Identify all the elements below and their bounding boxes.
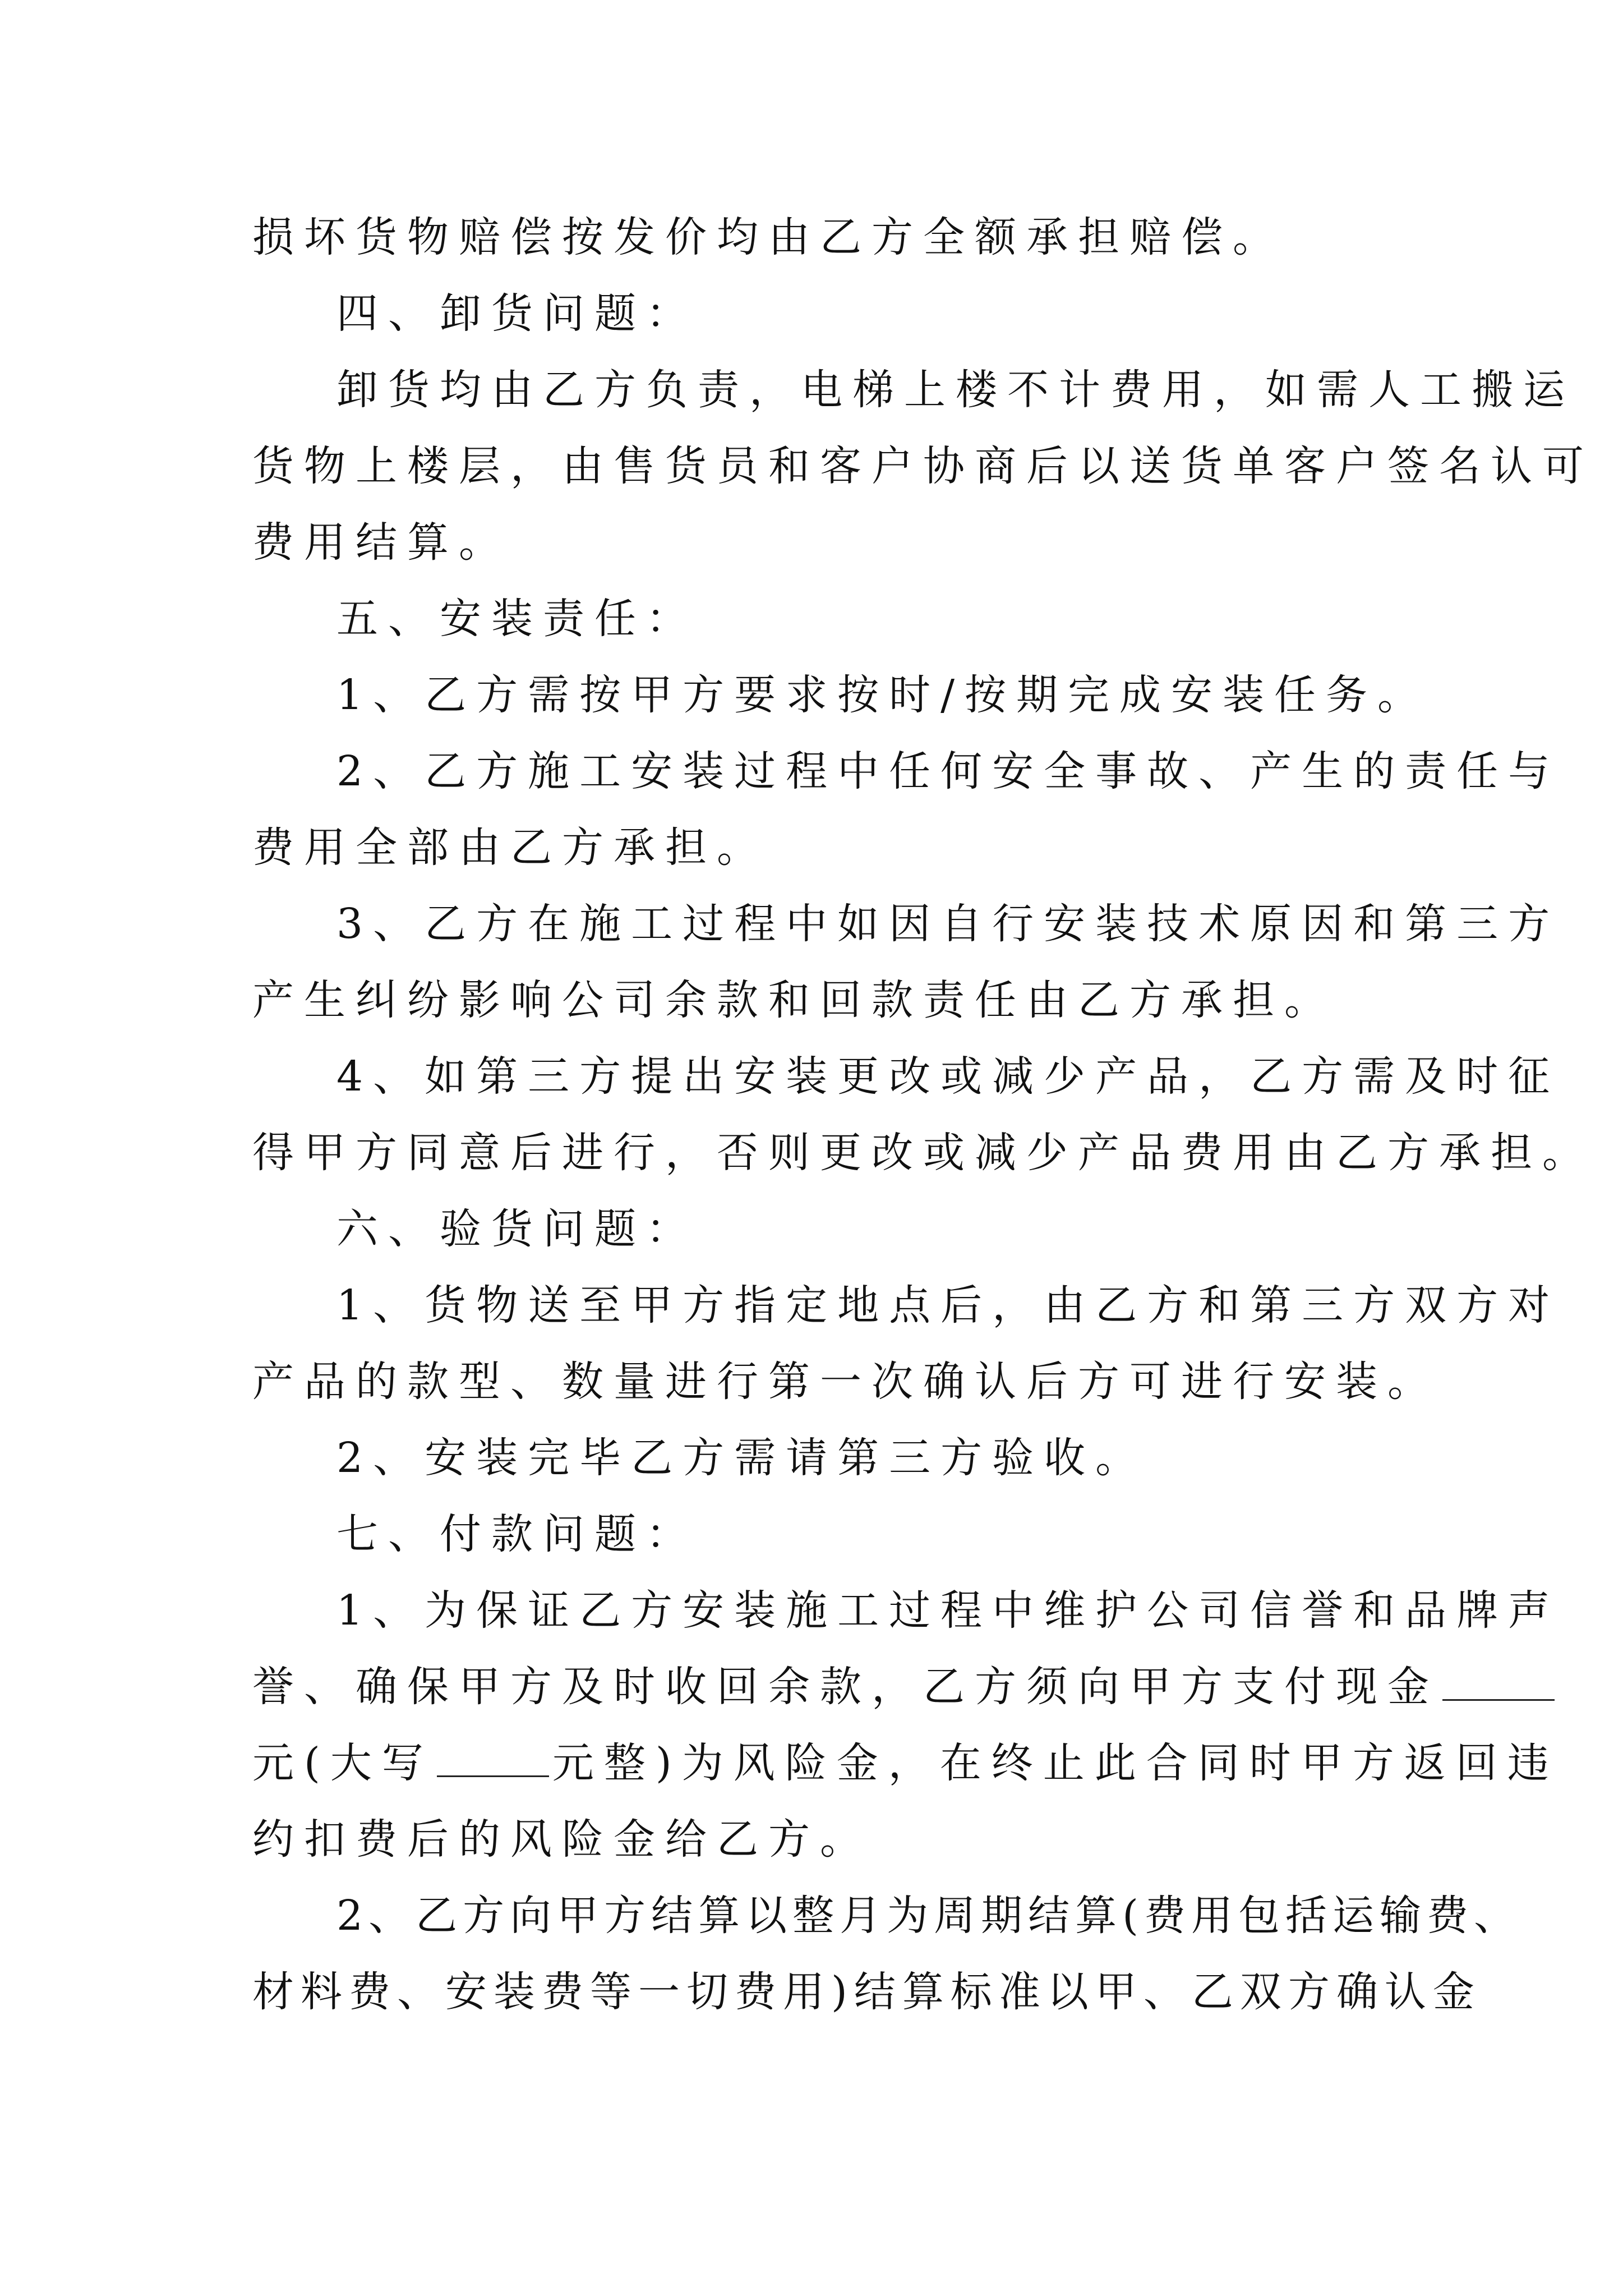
text-line: 费用全部由乙方承担。	[252, 823, 768, 872]
section-heading-inspection: 六、验货问题：	[336, 1205, 698, 1253]
text-line: 约扣费后的风险金给乙方。	[252, 1815, 872, 1864]
text-line: 损坏货物赔偿按发价均由乙方全额承担赔偿。	[252, 213, 1284, 261]
text-segment: 元整)为风险金，在终止此合同时甲方返回违	[552, 1739, 1559, 1787]
text-line-with-blank	[252, 1662, 1558, 1712]
text-line: 货物上楼层，由售货员和客户协商后以送货单客户签名认可	[252, 442, 1594, 490]
text-line: 2、安装完毕乙方需请第三方验收。	[336, 1434, 1147, 1482]
amount-blank	[1442, 1665, 1555, 1701]
text-line: 产品的款型、数量进行第一次确认后方可进行安装。	[252, 1358, 1439, 1406]
text-line: 材料费、安装费等一切费用)结算标准以甲、乙双方确认金	[252, 1968, 1481, 2016]
text-line: 4、如第三方提出安装更改或减少产品，乙方需及时征	[336, 1052, 1560, 1101]
text-segment: 誉、确保甲方及时收回余款，乙方须向甲方支付现金	[252, 1663, 1439, 1711]
amount-uppercase-blank	[437, 1742, 549, 1777]
text-line: 2、乙方施工安装过程中任何安全事故、产生的责任与	[336, 747, 1560, 795]
text-line: 1、为保证乙方安装施工过程中维护公司信誉和品牌声	[336, 1586, 1560, 1635]
section-heading-unloading: 四、卸货问题：	[336, 289, 698, 338]
text-line-with-blank	[252, 1738, 1559, 1788]
text-line: 3、乙方在施工过程中如因自行安装技术原因和第三方	[336, 900, 1560, 948]
text-line: 得甲方同意后进行，否则更改或减少产品费用由乙方承担。	[252, 1129, 1594, 1177]
text-line: 2、乙方向甲方结算以整月为周期结算(费用包括运输费、	[336, 1892, 1521, 1940]
section-heading-installation: 五、安装责任：	[336, 595, 698, 643]
text-line: 卸货均由乙方负责，电梯上楼不计费用，如需人工搬运	[336, 366, 1575, 414]
text-segment: 元(大写	[252, 1739, 434, 1787]
text-line: 1、货物送至甲方指定地点后，由乙方和第三方双方对	[336, 1281, 1560, 1329]
text-line: 1、乙方需按甲方要求按时/按期完成安装任务。	[336, 671, 1430, 719]
section-heading-payment: 七、付款问题：	[336, 1510, 698, 1558]
text-line: 费用结算。	[252, 518, 510, 567]
text-line: 产生纠纷影响公司余款和回款责任由乙方承担。	[252, 976, 1336, 1024]
